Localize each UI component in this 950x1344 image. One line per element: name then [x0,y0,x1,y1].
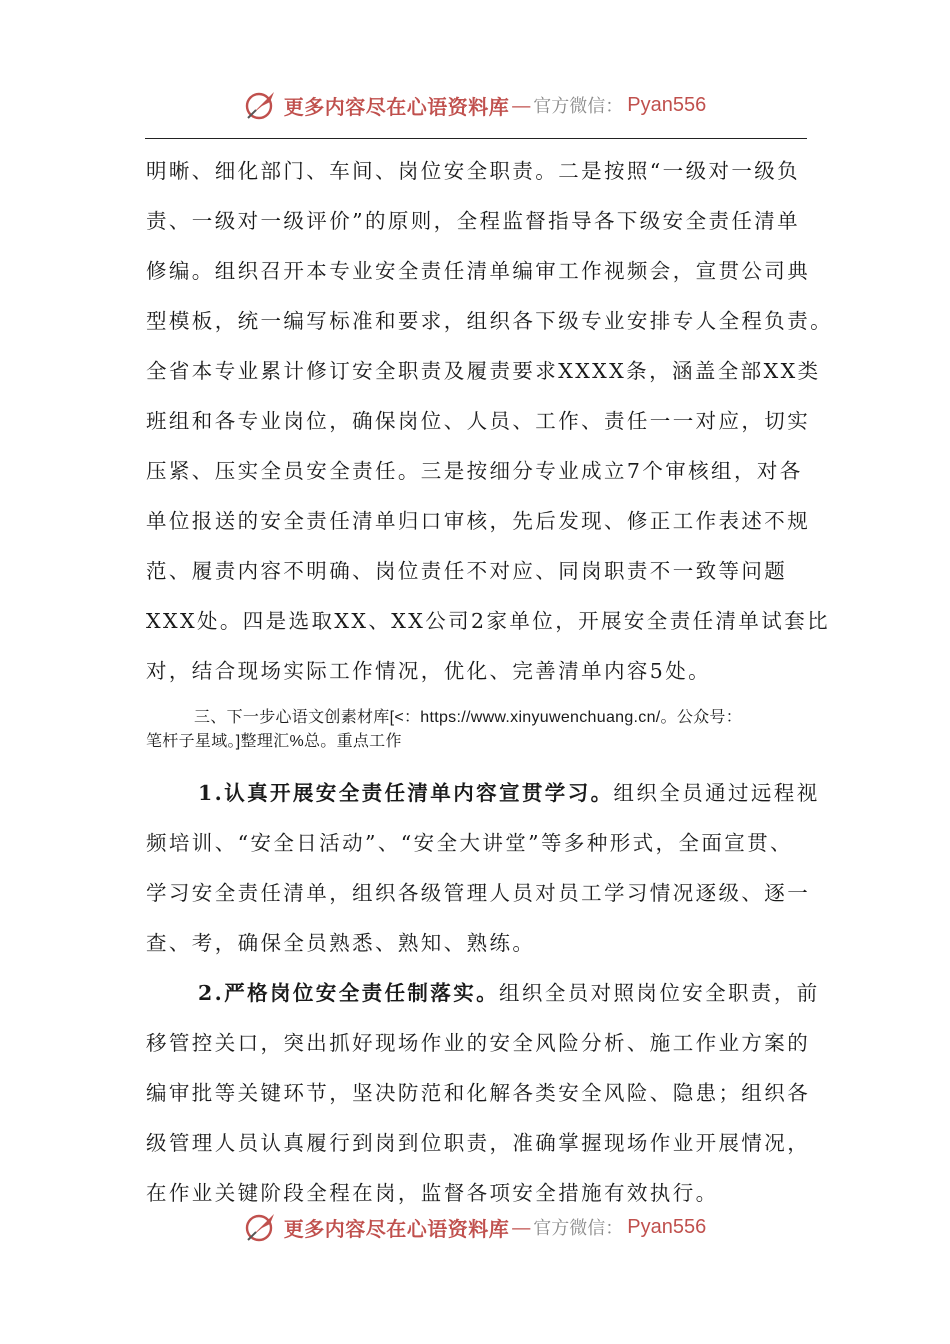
footer-wechat-label: 官方微信： [533,1218,624,1239]
body-line: 压紧、压实全员安全责任。三是按细分专业成立7个审核组，对各 [146,459,803,483]
body-line: 单位报送的安全责任清单归口审核，先后发现、修正工作表述不规 [146,509,811,533]
body-line: 级管理人员认真履行到岗到位职责，准确掌握现场作业开展情况， [146,1131,811,1155]
header-rule [145,138,807,139]
header-brand: 更多内容尽在心语资料库 [283,94,510,119]
quill-logo-icon [244,1210,278,1244]
body-line: 修编。组织召开本专业安全责任清单编审工作视频会，宣贯公司典 [146,259,811,283]
body-line: 对，结合现场实际工作情况，优化、完善清单内容5处。 [146,659,712,683]
item1-first-line [146,768,820,818]
document-body [146,146,833,1218]
header-separator: — [511,93,532,117]
section-heading: 笔杆子星域。]整理汇%总。重点工作 [146,733,402,750]
body-line: 范、履责内容不明确、岗位责任不对应、同岗职责不一致等问题 [146,559,788,583]
body-line: 查、考，确保全员熟悉、熟知、熟练。 [146,931,536,955]
body-line: 全省本专业累计修订安全职责及履责要求XXXX条，涵盖全部XX类 [146,359,821,383]
body-line: 在作业关键阶段全程在岗，监督各项安全措施有效执行。 [146,1181,719,1205]
footer-brand: 更多内容尽在心语资料库 [283,1216,510,1241]
body-line: 班组和各专业岗位，确保岗位、人员、工作、责任一一对应，切实 [146,409,811,433]
item2-title: 2.严格岗位安全责任制落实。 [198,981,500,1005]
item2-first-rest: 组织全员对照岗位安全职责，前 [499,981,820,1005]
item1-title: 1.认真开展安全责任清单内容宣贯学习。 [198,781,614,805]
body-line: 型模板，统一编写标准和要求，组织各下级专业安排专人全程负责。 [146,309,833,333]
body-line: 编审批等关键环节，坚决防范和化解各类安全风险、隐患；组织各 [146,1081,811,1105]
quill-logo-icon [244,88,278,122]
item2-first-line [146,968,820,1018]
body-line: 明晰、细化部门、车间、岗位安全职责。二是按照“一级对一级负 [146,159,801,183]
header-wechat-label: 官方微信： [533,96,624,117]
footer-banner [0,1202,950,1252]
body-line: 学习安全责任清单，组织各级管理人员对员工学习情况逐级、逐一 [146,881,811,905]
footer-separator: — [511,1215,532,1239]
footer-wechat-id: Pyan556 [627,1215,707,1238]
body-line: 移管控关口，突出抓好现场作业的安全风险分析、施工作业方案的 [146,1031,811,1055]
body-line: XXX处。四是选取XX、XX公司2家单位，开展安全责任清单试套比 [146,609,831,633]
body-line: 责、一级对一级评价”的原则，全程监督指导各下级安全责任清单 [146,209,801,233]
body-line: 频培训、“安全日活动”、“安全大讲堂”等多种形式，全面宣贯、 [146,831,793,855]
section-heading: 三、下一步心语文创素材库[<：https://www.xinyuwenchuang.cn/。公众号： [194,709,743,726]
item1-first-rest: 组织全员通过远程视 [613,781,820,805]
header-wechat-id: Pyan556 [627,93,707,116]
header-banner [0,80,950,130]
